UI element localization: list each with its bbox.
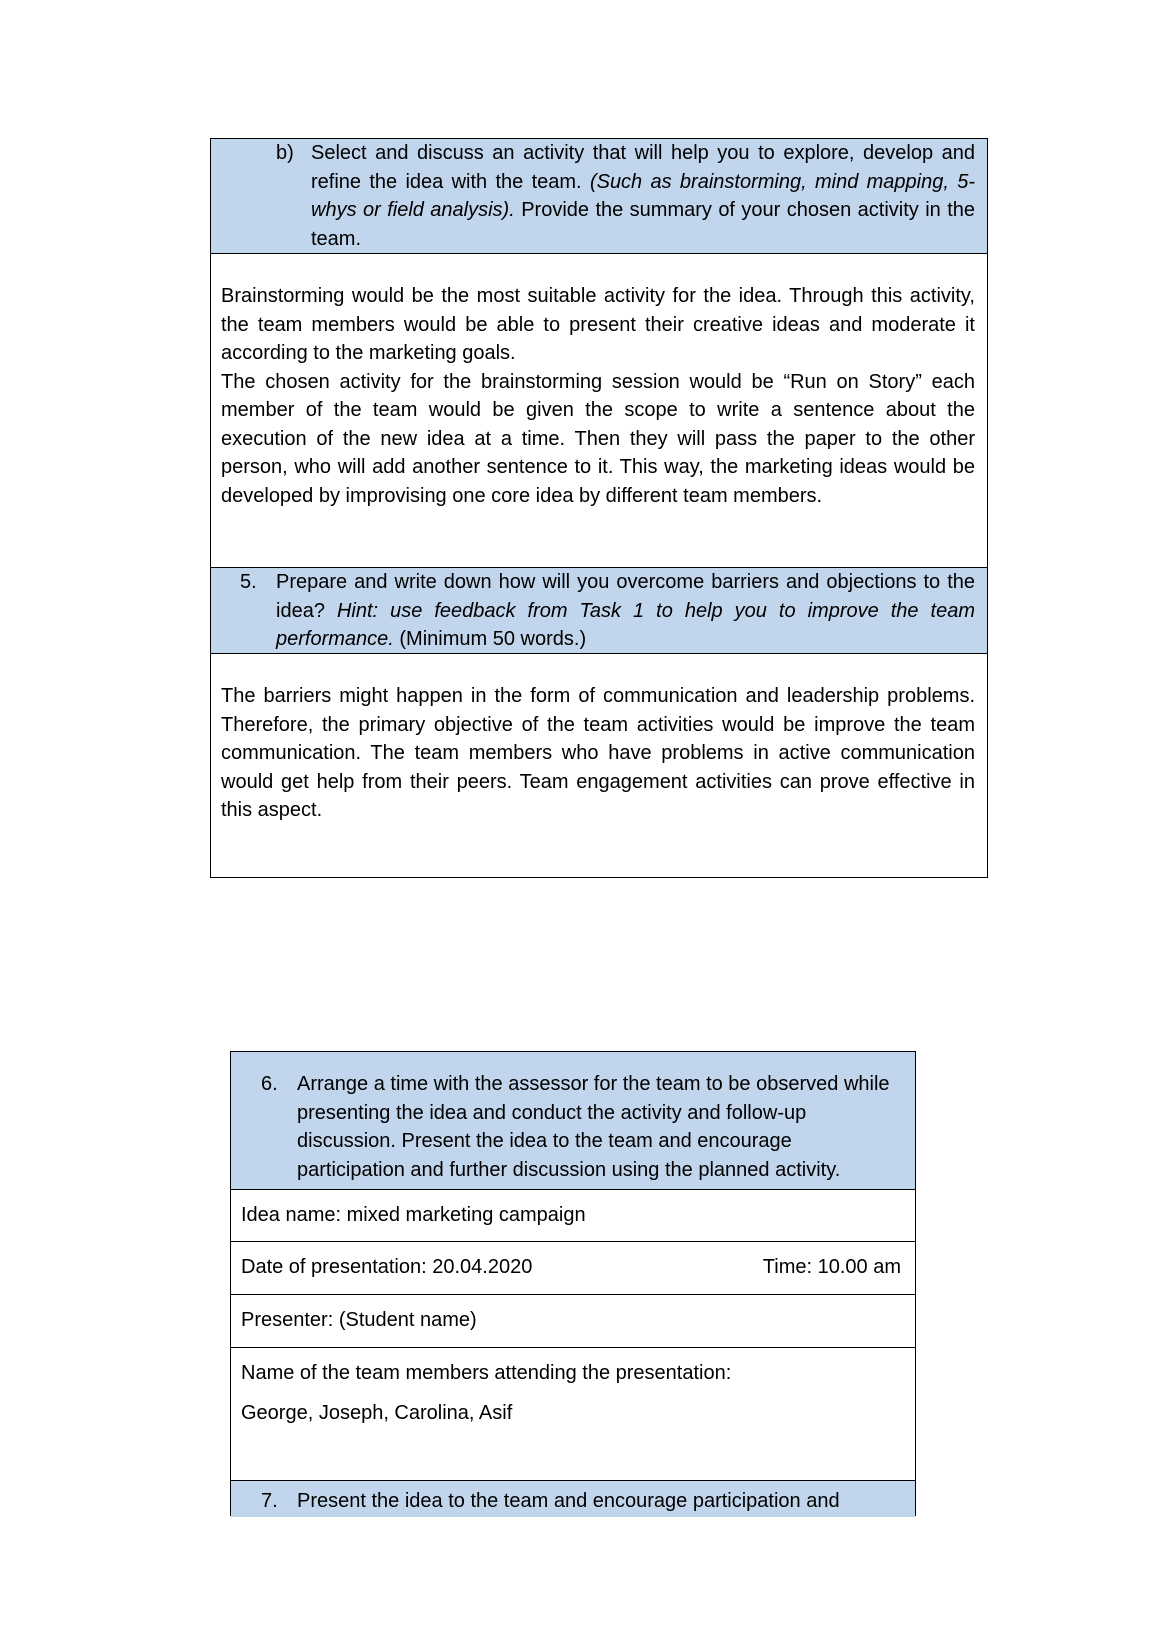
- question-5-answer: [211, 654, 987, 877]
- question-7-number: 7.: [261, 1490, 278, 1512]
- answer-b-paragraph-2: The chosen activity for the brainstorming session would be “Run on Story” each member of the team would be given the scope to write a sentence about the execution of the new idea at a time. Then they will pass the paper to the other person, who will add another sentence to it. This way, the marketing ideas would be developed by improvising one core idea by different team members.: [221, 370, 975, 507]
- team-members-label: Name of the team members attending the presentation:: [241, 1362, 732, 1384]
- presenter-row: [231, 1295, 915, 1348]
- team-members-row: [231, 1348, 915, 1481]
- answer-5-paragraph: The barriers might happen in the form of communication and leadership problems. Therefore, the primary objective of the team activities would be improve the team communication. The team members who have problems in active communication would get help from their peers. Team engagement activities can prove effective in this aspect.: [221, 685, 975, 821]
- presentation-table: [230, 1051, 916, 1516]
- question-5-number: 5.: [240, 571, 257, 593]
- presentation-time: Time: 10.00 am: [762, 1256, 901, 1278]
- question-6-number: 6.: [261, 1073, 278, 1095]
- question-7-header: [231, 1481, 915, 1517]
- question-7: [261, 1487, 903, 1516]
- date-time-row: [231, 1242, 915, 1295]
- question-6-text: Arrange a time with the assessor for the team to be observed while presenting the idea and conduct the activity and follow-up discussion. Present the idea to the team and encourage participation and further discussion using the planned activity.: [297, 1073, 890, 1181]
- section-b-text-italic: (Such as brainstorming, mind mapping, 5-whys or field analysis).: [311, 170, 976, 221]
- idea-name: Idea name: mixed marketing campaign: [241, 1204, 586, 1226]
- question-5-text-2: (Minimum 50 words.): [393, 628, 587, 650]
- section-b-question: [276, 139, 976, 253]
- section-b-header: [211, 139, 987, 254]
- answer-b-paragraph-1: Brainstorming would be the most suitable activity for the idea. Through this activity, the team members would be able to present their creative ideas and moderate it according to the marketing goals.: [221, 285, 975, 364]
- question-5: [240, 568, 975, 654]
- team-members: George, Joseph, Carolina, Asif: [241, 1401, 513, 1424]
- activity-table: [210, 138, 988, 878]
- section-b-answer: [211, 254, 987, 568]
- question-6-header: [231, 1052, 915, 1190]
- question-5-text-1: Prepare and write down how will you overcome barriers and objections to the idea?: [276, 571, 975, 622]
- question-5-header: [211, 568, 987, 654]
- question-7-text: Present the idea to the team and encourage participation and: [297, 1490, 840, 1512]
- presenter: Presenter: (Student name): [241, 1309, 477, 1331]
- presentation-date: Date of presentation: 20.04.2020: [241, 1256, 533, 1278]
- section-b-text-2: Provide the summary of your chosen activity in the team.: [311, 199, 975, 250]
- question-6: [261, 1070, 903, 1184]
- section-b-text-1: Select and discuss an activity that will help you to explore, develop and refine the idea with the team.: [311, 142, 975, 193]
- idea-name-row: [231, 1190, 915, 1242]
- question-5-text-italic: Hint: use feedback from Task 1 to help you to improve the team performance.: [276, 599, 975, 650]
- section-b-marker: b): [276, 142, 294, 164]
